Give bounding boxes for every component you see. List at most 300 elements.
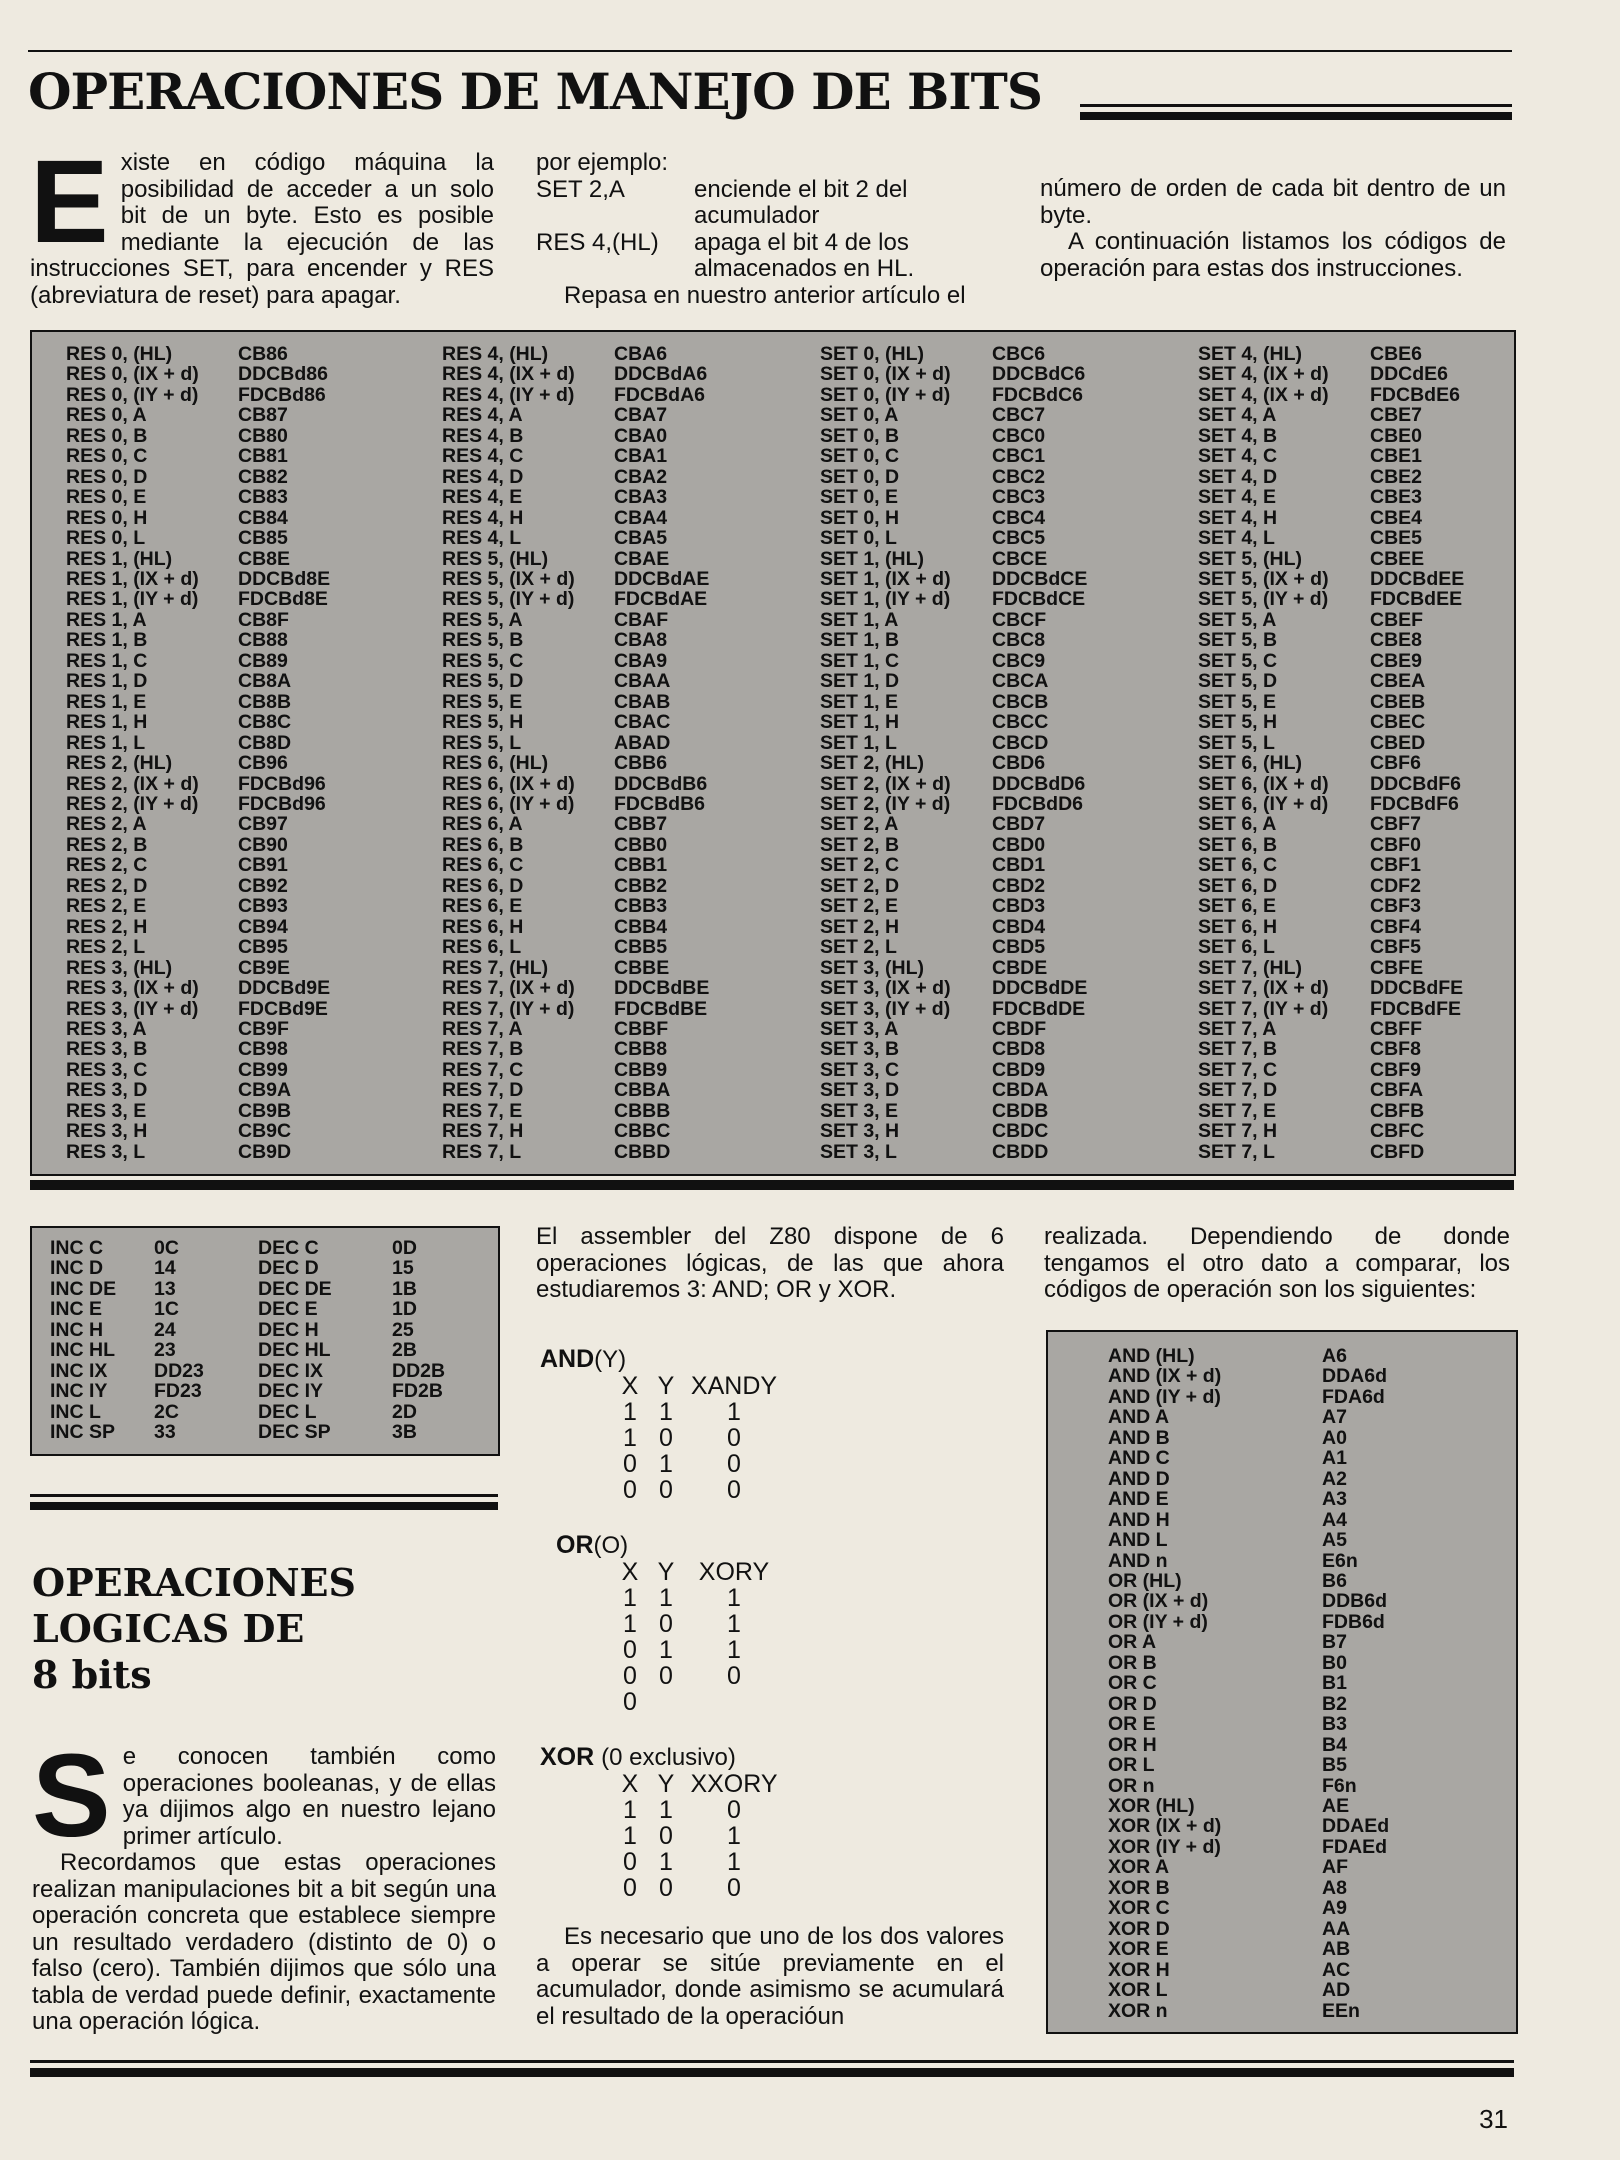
instruction: RES 4, A [442, 404, 523, 427]
opcode: 24 [154, 1318, 176, 1341]
instruction: SET 7, C [1198, 1058, 1278, 1081]
opcode: 1B [392, 1277, 417, 1300]
instruction: RES 7, (IY + d) [442, 997, 575, 1020]
table-row [1108, 1407, 1389, 1427]
table-row [66, 876, 330, 896]
instruction: SET 4, L [1198, 527, 1275, 550]
instruction: RES 4, (HL) [442, 343, 549, 365]
opcode: CBCC [992, 711, 1049, 734]
opcode: CB88 [238, 629, 288, 652]
truth-cell: 1 [659, 1848, 673, 1876]
middle-paragraph-2 [536, 1924, 1004, 2030]
opcode: CBF3 [1370, 895, 1421, 918]
opcode: CB9C [238, 1120, 292, 1143]
instruction: RES 3, (IY + d) [66, 997, 199, 1020]
opcode: FDAEd [1322, 1835, 1387, 1858]
opcode: DDB6d [1322, 1590, 1388, 1613]
table-row [1108, 1673, 1389, 1693]
table-row [442, 896, 709, 916]
truth-cell: 1 [623, 1822, 637, 1850]
table-row [820, 794, 1087, 814]
intro-tail: Repasa en nuestro anterior artículo el [564, 281, 966, 309]
section-heading [32, 1560, 356, 1698]
table-row [50, 1361, 472, 1381]
instruction: SET 2, A [820, 813, 899, 836]
opcode: 33 [154, 1421, 176, 1444]
opcode: CBB8 [614, 1038, 668, 1061]
instruction: SET 4, C [1198, 445, 1278, 468]
instruction: DEC IY [258, 1380, 324, 1403]
table-row [66, 344, 330, 364]
instruction: SET 3, A [820, 1017, 899, 1040]
table-row [820, 487, 1087, 507]
table-row [820, 528, 1087, 548]
table-row [442, 937, 709, 957]
table-row [66, 405, 330, 425]
instruction: RES 0, A [66, 404, 147, 427]
table-row [1198, 733, 1464, 753]
opcode: CBCD [992, 731, 1049, 754]
opcode: CBD3 [992, 895, 1046, 918]
instruction: SET 0, (IX + d) [820, 363, 951, 386]
instruction: SET 5, D [1198, 670, 1278, 693]
instruction: RES 4, H [442, 506, 524, 529]
truth-cell: 0 [727, 1662, 741, 1690]
instruction: DEC HL [258, 1339, 331, 1362]
bottom-rule-thick [30, 2068, 1514, 2077]
table-row [442, 508, 709, 528]
instruction: SET 3, (IY + d) [820, 997, 951, 1020]
opcode: CBB7 [614, 813, 668, 836]
table-row [1198, 405, 1464, 425]
table-row [1198, 692, 1464, 712]
opcode: CB84 [238, 506, 288, 529]
opcode: CBA1 [614, 445, 668, 468]
instruction: RES 1, C [66, 649, 148, 672]
instruction: RES 6, D [442, 874, 524, 897]
instruction: SET 6, (IY + d) [1198, 792, 1329, 815]
opcode: DDCBdEE [1370, 567, 1465, 590]
truth-cell: 0 [623, 1476, 637, 1504]
instruction: SET 1, D [820, 670, 900, 693]
opcode: B1 [1322, 1672, 1347, 1695]
opcode: CBA8 [614, 629, 668, 652]
truth-cell: 1 [727, 1822, 741, 1850]
drop-cap: S [32, 1730, 111, 1862]
instruction: OR (IX + d) [1108, 1590, 1209, 1613]
instruction: SET 3, D [820, 1079, 900, 1102]
opcode: CBE5 [1370, 527, 1423, 550]
table-row [1108, 1694, 1389, 1714]
instruction: SET 5, L [1198, 731, 1275, 754]
opcode: CBFA [1370, 1079, 1424, 1102]
instruction: RES 1, E [66, 690, 147, 713]
drop-cap: E [30, 136, 109, 268]
opcode: CBC0 [992, 424, 1046, 447]
table-row [1198, 344, 1464, 364]
table-row [820, 467, 1087, 487]
instruction: OR n [1108, 1774, 1155, 1797]
table-row [1108, 1878, 1389, 1898]
opcode: FDCBd8E [238, 588, 328, 611]
instruction: INC E [50, 1298, 103, 1321]
truth-cell: 0 [727, 1450, 741, 1478]
table-row [66, 364, 330, 384]
instruction: RES 0, D [66, 465, 148, 488]
instruction: RES 4, D [442, 465, 524, 488]
table-row [1198, 630, 1464, 650]
top-rule [28, 50, 1512, 52]
table-row [66, 733, 330, 753]
table-row [442, 1060, 709, 1080]
truth-cell: 0 [659, 1874, 673, 1902]
instruction: SET 6, A [1198, 813, 1277, 836]
opcode: FDCBd9E [238, 997, 328, 1020]
opcode: CBB9 [614, 1058, 668, 1081]
table-row [1198, 978, 1464, 998]
opcode: FDCBdD6 [992, 792, 1083, 815]
table-row [1198, 917, 1464, 937]
instruction: AND (IY + d) [1108, 1385, 1221, 1408]
instruction: OR L [1108, 1754, 1155, 1777]
instruction: SET 7, (IY + d) [1198, 997, 1329, 1020]
instruction: INC IY [50, 1380, 108, 1403]
instruction: XOR A [1108, 1856, 1170, 1879]
table-row [1108, 1857, 1389, 1877]
table-row [1198, 589, 1464, 609]
table-row [442, 426, 709, 446]
instruction: OR E [1108, 1713, 1156, 1736]
table-row [442, 794, 709, 814]
opcode: CBC7 [992, 404, 1046, 427]
truth-cell: 0 [659, 1610, 673, 1638]
table-row [1198, 1101, 1464, 1121]
instruction: SET 6, (HL) [1198, 752, 1303, 775]
table-row [442, 958, 709, 978]
table-row [442, 712, 709, 732]
instruction: SET 6, E [1198, 895, 1277, 918]
table-row [66, 937, 330, 957]
table-row [1198, 1080, 1464, 1100]
table-row [442, 855, 709, 875]
opcode: B3 [1322, 1713, 1347, 1736]
instruction: SET 4, D [1198, 465, 1278, 488]
opcode: 25 [392, 1318, 414, 1341]
truth-table-grid [612, 1373, 784, 1503]
table-row [1108, 1387, 1389, 1407]
instruction: RES 7, (IX + d) [442, 977, 575, 1000]
opcode: CBCF [992, 608, 1047, 631]
opcode: CBF9 [1370, 1058, 1421, 1081]
opcode: FDCBdA6 [614, 383, 705, 406]
instruction: XOR L [1108, 1979, 1168, 2002]
truth-cell: 1 [727, 1584, 741, 1612]
section-heading-line: 8 bits [32, 1652, 152, 1697]
opcode: CBE8 [1370, 629, 1423, 652]
middle-paragraph: Es necesario que uno de los dos valores a operar se sitúe previamente en el acumulador, donde asimismo se acumulará el resultado de la operacióun [536, 1923, 1004, 2030]
instruction: RES 3, A [66, 1017, 147, 1040]
table-row [442, 1039, 709, 1059]
table-row [1198, 712, 1464, 732]
instruction: SET 2, (IX + d) [820, 772, 951, 795]
table-row [1108, 1346, 1389, 1366]
instruction: RES 5, (HL) [442, 547, 549, 570]
opcode: A7 [1322, 1406, 1347, 1429]
opcode: CBED [1370, 731, 1426, 754]
table-row [66, 774, 330, 794]
section-rule-thick [30, 1502, 498, 1510]
table-column [1198, 344, 1464, 1162]
opcode: CB8A [238, 670, 292, 693]
opcode: DDCBdB6 [614, 772, 708, 795]
instruction: RES 2, A [66, 813, 147, 836]
example-row [536, 230, 1002, 283]
instruction: XOR (IX + d) [1108, 1815, 1222, 1838]
table-row [820, 692, 1087, 712]
instruction: RES 3, E [66, 1099, 147, 1122]
table-row [66, 651, 330, 671]
opcode: CBC3 [992, 486, 1046, 509]
table-row [1198, 1019, 1464, 1039]
truth-header-cell: XXORY [690, 1770, 778, 1798]
opcode: CB90 [238, 833, 288, 856]
instruction: RES 7, L [442, 1140, 522, 1163]
table-row [442, 385, 709, 405]
opcode: CB81 [238, 445, 288, 468]
table-row [442, 1101, 709, 1121]
opcode: CBF4 [1370, 915, 1421, 938]
table-row [1108, 1653, 1389, 1673]
instruction: RES 7, (HL) [442, 956, 549, 979]
instruction: AND (IX + d) [1108, 1365, 1222, 1388]
table-row [442, 1142, 709, 1162]
table-row [1198, 814, 1464, 834]
table-row [820, 630, 1087, 650]
table-row [820, 1060, 1087, 1080]
table-row [442, 753, 709, 773]
instruction: DEC L [258, 1400, 317, 1423]
instruction: XOR C [1108, 1897, 1170, 1920]
truth-table-label: XOR [540, 1743, 595, 1771]
table-row [1108, 1776, 1389, 1796]
instruction: RES 2, (IY + d) [66, 792, 199, 815]
instruction: SET 0, A [820, 404, 899, 427]
table-row [50, 1299, 472, 1319]
opcode: CBF5 [1370, 936, 1421, 959]
table-row [820, 733, 1087, 753]
table-column [66, 344, 330, 1162]
table-row [66, 794, 330, 814]
bottom-rule-thin [30, 2060, 1514, 2063]
opcode: FD23 [154, 1380, 202, 1403]
truth-cell [684, 1689, 784, 1715]
table-row [66, 978, 330, 998]
table-row [820, 978, 1087, 998]
instruction: DEC DE [258, 1277, 332, 1300]
and-truth-table [540, 1346, 784, 1503]
opcode: FDCBd96 [238, 792, 326, 815]
opcode: 1D [392, 1298, 417, 1321]
instruction: XOR (IY + d) [1108, 1835, 1221, 1858]
instruction: SET 6, C [1198, 854, 1278, 877]
table-row [66, 1039, 330, 1059]
opcode: 1C [154, 1298, 179, 1321]
opcode: A9 [1322, 1897, 1347, 1920]
truth-cell: 1 [623, 1796, 637, 1824]
instruction: AND n [1108, 1549, 1168, 1572]
table-column [1108, 1346, 1389, 2021]
table-row [1198, 855, 1464, 875]
opcode: CBAF [614, 608, 669, 631]
instruction: DEC H [258, 1318, 319, 1341]
instruction: RES 0, C [66, 445, 148, 468]
instruction: RES 2, D [66, 874, 148, 897]
opcode: FDCBdF6 [1370, 792, 1459, 815]
instruction: OR D [1108, 1692, 1157, 1715]
instruction: DEC E [258, 1298, 318, 1321]
opcode: CBDF [992, 1017, 1047, 1040]
truth-cell: 0 [727, 1424, 741, 1452]
opcode: CBBE [614, 956, 670, 979]
opcode: CBD8 [992, 1038, 1046, 1061]
table-row [820, 814, 1087, 834]
table-row [66, 1060, 330, 1080]
opcode: CBB3 [614, 895, 668, 918]
opcode: CB82 [238, 465, 288, 488]
truth-cell: 0 [659, 1822, 673, 1850]
table-row [442, 344, 709, 364]
table-row [820, 774, 1087, 794]
opcode: CB99 [238, 1058, 288, 1081]
opcode: CBF8 [1370, 1038, 1421, 1061]
opcode: A2 [1322, 1467, 1347, 1490]
opcode: DDCBdFE [1370, 977, 1464, 1000]
opcode: CBD4 [992, 915, 1046, 938]
instruction: INC IX [50, 1359, 108, 1382]
table-row [1108, 1837, 1389, 1857]
instruction: INC L [50, 1400, 101, 1423]
opcode: DDCBd86 [238, 363, 328, 386]
opcode: CBF1 [1370, 854, 1421, 877]
truth-cell: 0 [659, 1476, 673, 1504]
instruction: INC H [50, 1318, 104, 1341]
instruction: SET 1, E [820, 690, 899, 713]
table-row [820, 651, 1087, 671]
truth-cell: 0 [623, 1848, 637, 1876]
table-row [1198, 774, 1464, 794]
table-row [820, 671, 1087, 691]
table-row [1108, 2001, 1389, 2021]
instruction: RES 1, L [66, 731, 146, 754]
opcode: CBD0 [992, 833, 1046, 856]
table-row [820, 753, 1087, 773]
table-row [1198, 467, 1464, 487]
table-row [442, 528, 709, 548]
instruction: RES 4, L [442, 527, 522, 550]
opcode: CBA5 [614, 527, 668, 550]
table-row [1198, 1142, 1464, 1162]
opcode: CB80 [238, 424, 288, 447]
opcode: CBFE [1370, 956, 1424, 979]
opcode: AD [1322, 1979, 1351, 2002]
table-row [1108, 1469, 1389, 1489]
opcode: DDCBdC6 [992, 363, 1086, 386]
table-row [66, 630, 330, 650]
opcode: FDCBd96 [238, 772, 326, 795]
table-row [1108, 1898, 1389, 1918]
table-row [1108, 1366, 1389, 1386]
instruction: RES 7, E [442, 1099, 523, 1122]
truth-cell: 1 [727, 1848, 741, 1876]
table-row [50, 1422, 472, 1442]
instruction: RES 2, C [66, 854, 148, 877]
instruction: RES 3, L [66, 1140, 146, 1163]
opcode: AB [1322, 1938, 1351, 1961]
truth-header-cell: XORY [698, 1558, 770, 1586]
opcode: DDCBdDE [992, 977, 1088, 1000]
table-row [1108, 1632, 1389, 1652]
right-paragraph: realizada. Dependiendo de donde tengamos el otro dato a comparar, los códigos de operación son los siguientes: [1044, 1223, 1510, 1303]
instruction: SET 4, H [1198, 506, 1278, 529]
example-instr: RES 4,(HL) [536, 228, 659, 256]
opcode: CBA4 [614, 506, 668, 529]
truth-cell: 0 [727, 1796, 741, 1824]
table-row [442, 364, 709, 384]
opcode: 2D [392, 1400, 417, 1423]
opcode: CBD5 [992, 936, 1046, 959]
opcode: FDCBdDE [992, 997, 1086, 1020]
table-row [1198, 937, 1464, 957]
opcode: EEn [1322, 1999, 1360, 2022]
table-row [1108, 1612, 1389, 1632]
instruction: AND H [1108, 1508, 1170, 1531]
table-row [1198, 487, 1464, 507]
truth-table-sub: (0 exclusivo) [601, 1744, 736, 1771]
table-row [1108, 1714, 1389, 1734]
instruction: RES 7, C [442, 1058, 524, 1081]
instruction: RES 6, H [442, 915, 524, 938]
instruction: SET 4, (HL) [1198, 343, 1303, 365]
instruction: RES 5, D [442, 670, 524, 693]
instruction: RES 6, L [442, 936, 522, 959]
instruction: RES 0, E [66, 486, 147, 509]
opcode: CBC1 [992, 445, 1046, 468]
opcode: CB8E [238, 547, 291, 570]
instruction: INC SP [50, 1421, 116, 1444]
instruction: SET 6, L [1198, 936, 1275, 959]
instruction: SET 4, B [1198, 424, 1278, 447]
instruction: RES 4, B [442, 424, 524, 447]
table-row [66, 753, 330, 773]
intro-paragraph: A continuación listamos los códigos de operación para estas dos instrucciones. [1040, 228, 1506, 282]
table-row [66, 610, 330, 630]
opcode: CBBB [614, 1099, 671, 1122]
table-row [1108, 1428, 1389, 1448]
instruction: AND L [1108, 1529, 1168, 1552]
intro-column-3 [1040, 176, 1506, 282]
opcode: CBBC [614, 1120, 671, 1143]
instruction: DEC C [258, 1237, 319, 1259]
opcode: CB95 [238, 936, 288, 959]
opcode: CBC5 [992, 527, 1046, 550]
opcode: AC [1322, 1958, 1351, 1981]
truth-table-title [540, 1346, 784, 1373]
instruction: RES 3, B [66, 1038, 148, 1061]
opcode: 0D [392, 1237, 417, 1259]
opcode: CBF7 [1370, 813, 1421, 836]
truth-cell: 1 [727, 1398, 741, 1426]
opcode: 2C [154, 1400, 179, 1423]
